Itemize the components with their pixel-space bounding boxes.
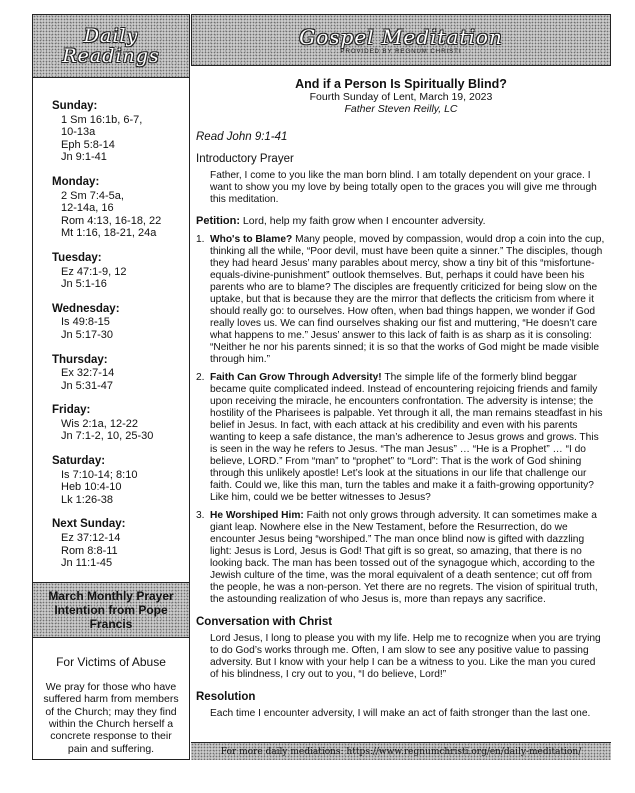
meditation-article (196, 68, 606, 720)
resolution-text: Each time I encounter adversity, I will make an act of faith stronger than the last one. (210, 708, 591, 719)
point-number: 1. (196, 234, 205, 245)
reading-reference: Heb 10:4-10 (61, 481, 122, 494)
meditation-points (196, 234, 606, 606)
meditation-point (196, 510, 606, 606)
conversation-heading: Conversation with Christ (196, 616, 333, 628)
reading-day-name: Monday: (52, 175, 100, 188)
reading-reference: Jn 5:31-47 (61, 379, 113, 392)
reading-day (52, 100, 189, 164)
reading-day (52, 252, 189, 291)
reading-reference: Mt 1:16, 18-21, 24a (61, 227, 157, 240)
reading-day-name: Tuesday: (52, 251, 102, 264)
reading-reference: Rom 4:13, 16-18, 22 (61, 214, 162, 227)
meditation-point (196, 372, 606, 504)
reading-reference: Jn 5:1-16 (61, 278, 107, 291)
reading-reference: Jn 5:17-30 (61, 328, 113, 341)
reading-day-name: Saturday: (52, 455, 106, 468)
footer-banner (191, 742, 611, 760)
reading-reference: Jn 11:1-45 (61, 557, 113, 570)
conversation-text: Lord Jesus, I long to please you with my life. Help me to recognize when you are trying to do God’s works through me. Often, I am slow to see any positive value to passing adversity. But I know with your help I can be a witness to you. Like the man you cured of his blindness, I cry out to you, “I do believe, Lord!” (210, 633, 601, 680)
reading-reference: Ez 37:12-14 (61, 532, 121, 545)
point-title: Who's to Blame? (210, 234, 293, 245)
reading-day (52, 303, 189, 342)
article-date: Fourth Sunday of Lent, March 19, 2023 (309, 91, 493, 103)
petition (196, 215, 606, 227)
reading-reference: 12-14a, 16 (61, 202, 114, 215)
gospel-meditation-header (191, 14, 611, 66)
reading-reference: Rom 8:8-11 (61, 544, 118, 557)
daily-readings-title-line2: Readings (62, 45, 160, 67)
point-number: 2. (196, 372, 205, 383)
reading-reference: Jn 9:1-41 (61, 151, 107, 164)
daily-readings-header (33, 15, 189, 78)
reading-reference: Ex 32:7-14 (61, 367, 115, 380)
reading-reference: Is 49:8-15 (61, 316, 110, 329)
reading-day-name: Next Sunday: (52, 518, 126, 531)
reading-day-name: Thursday: (52, 353, 108, 366)
reading-reference: Eph 5:8-14 (61, 138, 115, 151)
gospel-meditation-subtitle: PROVIDED BY REGNUM CHRISTI (340, 48, 462, 55)
point-title: He Worshiped Him: (210, 510, 304, 521)
point-title: Faith Can Grow Through Adversity! (210, 372, 382, 383)
reading-day-name: Friday: (52, 404, 91, 417)
meditation-point (196, 234, 606, 366)
point-number: 3. (196, 510, 205, 521)
reading-day (52, 404, 189, 443)
prayer-intention-title: March Monthly Prayer Intention from Pope Francis (33, 582, 189, 638)
reading-reference: Wis 2:1a, 12-22 (61, 417, 139, 430)
reading-day (52, 455, 189, 506)
gospel-meditation-title: Gospel Meditation (299, 24, 503, 49)
introductory-prayer-text: Father, I come to you like the man born blind. I am totally dependent on your grace. I want to show you my love by being totally open to the graces you will give me through this meditation. (210, 170, 597, 205)
reading-reference: Is 7:10-14; 8:10 (61, 468, 138, 481)
reading-day (52, 518, 189, 569)
petition-text: Lord, help my faith grow when I encounter adversity. (242, 215, 486, 227)
prayer-intention-heading: For Victims of Abuse (56, 654, 166, 669)
reading-reference: Ez 47:1-9, 12 (61, 265, 127, 278)
reading-reference: Lk 1:26-38 (61, 493, 113, 506)
reading-reference: 10-13a (61, 126, 96, 139)
reading-reference: Jn 7:1-2, 10, 25-30 (61, 430, 154, 443)
petition-label: Petition: (196, 215, 240, 227)
footer-link-text[interactable]: For more daily mediations: https://www.regnumchristi.org/en/daily-meditation/ (220, 746, 582, 757)
reading-day-name: Wednesday: (52, 302, 120, 315)
reading-reference: 1 Sm 16:1b, 6-7, (61, 113, 143, 126)
reading-day-name: Sunday: (52, 100, 98, 112)
introductory-prayer-heading: Introductory Prayer (196, 153, 294, 165)
daily-readings-sidebar (32, 14, 190, 760)
article-author: Father Steven Reilly, LC (344, 103, 458, 115)
resolution-heading: Resolution (196, 691, 256, 703)
point-text: Faith not only grows through adversity. It can sometimes make a giant leap. Nowhere else in the New Testament, before the Resurrection, do we encounter Jesus being “worshiped.” The man once blind now is gifted with dazzling light: Jesus is Lord, Jesus is God! That gift is so great, so amazing, that there is no looking back. The man has been tossed out of the synagogue which, according to the Jewish culture of the time, was the moral equivalent of a death sentence; cut off from the people, he was a non-person. Yet there are no regrets. The vision of spiritual truth, the astounding realization of who Jesus is, more than repays any sacrifice. (210, 510, 598, 605)
prayer-intention-section (33, 638, 189, 755)
reading-day (52, 176, 189, 240)
point-text: Many people, moved by compassion, would drop a coin into the cup, thinking all the while, “Poor devil, must have been quite a sinner.” The disciples, though they had heard Jesus’ many parables about mercy, show a tiny bit of this “misfortune-equals-divine-punishment” outlook themselves. But, perhaps it could have been his parents who are to blame? The disciples are frequently criticized for being slow on the uptake, but that is because they are the mirror that deflects the criticism from where it should really go: to ourselves. How often, when bad things happen, we wonder if God really loves us. We can find ourselves shaking our fist and muttering, “He doesn’t care what happens to me.” Jesus’ answer to this lack of faith is as sharp as it is consoling: “Neither he nor his parents sinned; it is so that the works of God might be made visible through him.” (210, 234, 605, 365)
scripture-reference: Read John 9:1-41 (196, 131, 288, 143)
prayer-intention-text: We pray for those who have suffered harm from members of the Church; may they find within the Church herself a concrete response to their pain and suffering. (43, 680, 179, 755)
article-title: And if a Person Is Spiritually Blind? (295, 77, 507, 91)
reading-day (52, 354, 189, 393)
readings-list (33, 78, 189, 570)
daily-readings-title-line1: Daily (83, 25, 139, 47)
reading-reference: 2 Sm 7:4-5a, (61, 189, 124, 202)
point-text: The simple life of the formerly blind beggar became quite complicated indeed. Instead of encountering rejoicing friends and family upon receiving the miracle, he encounters confrontation. The adversity is intense; the hostility of the Pharisees is palpable. Yet through it all, the man remains steadfast in his belief in Jesus. In fact, with each attack at his credibility and even with his parents wanting to keep a safe distance, the man’s adherence to Jesus grows and grows. This is seen in the way he refers to Jesus. “The man Jesus” … “He is a Prophet” … “I do believe, LORD.” From “man” to “prophet” to “Lord”: That is the work of God shining through this unlikely apostle! Let’s look at the situations in our life that challenge our faith. Could we, like this man, turn the tables and make it a faith-growing opportunity? Like him, could we be better witnesses to Jesus? (210, 372, 603, 503)
